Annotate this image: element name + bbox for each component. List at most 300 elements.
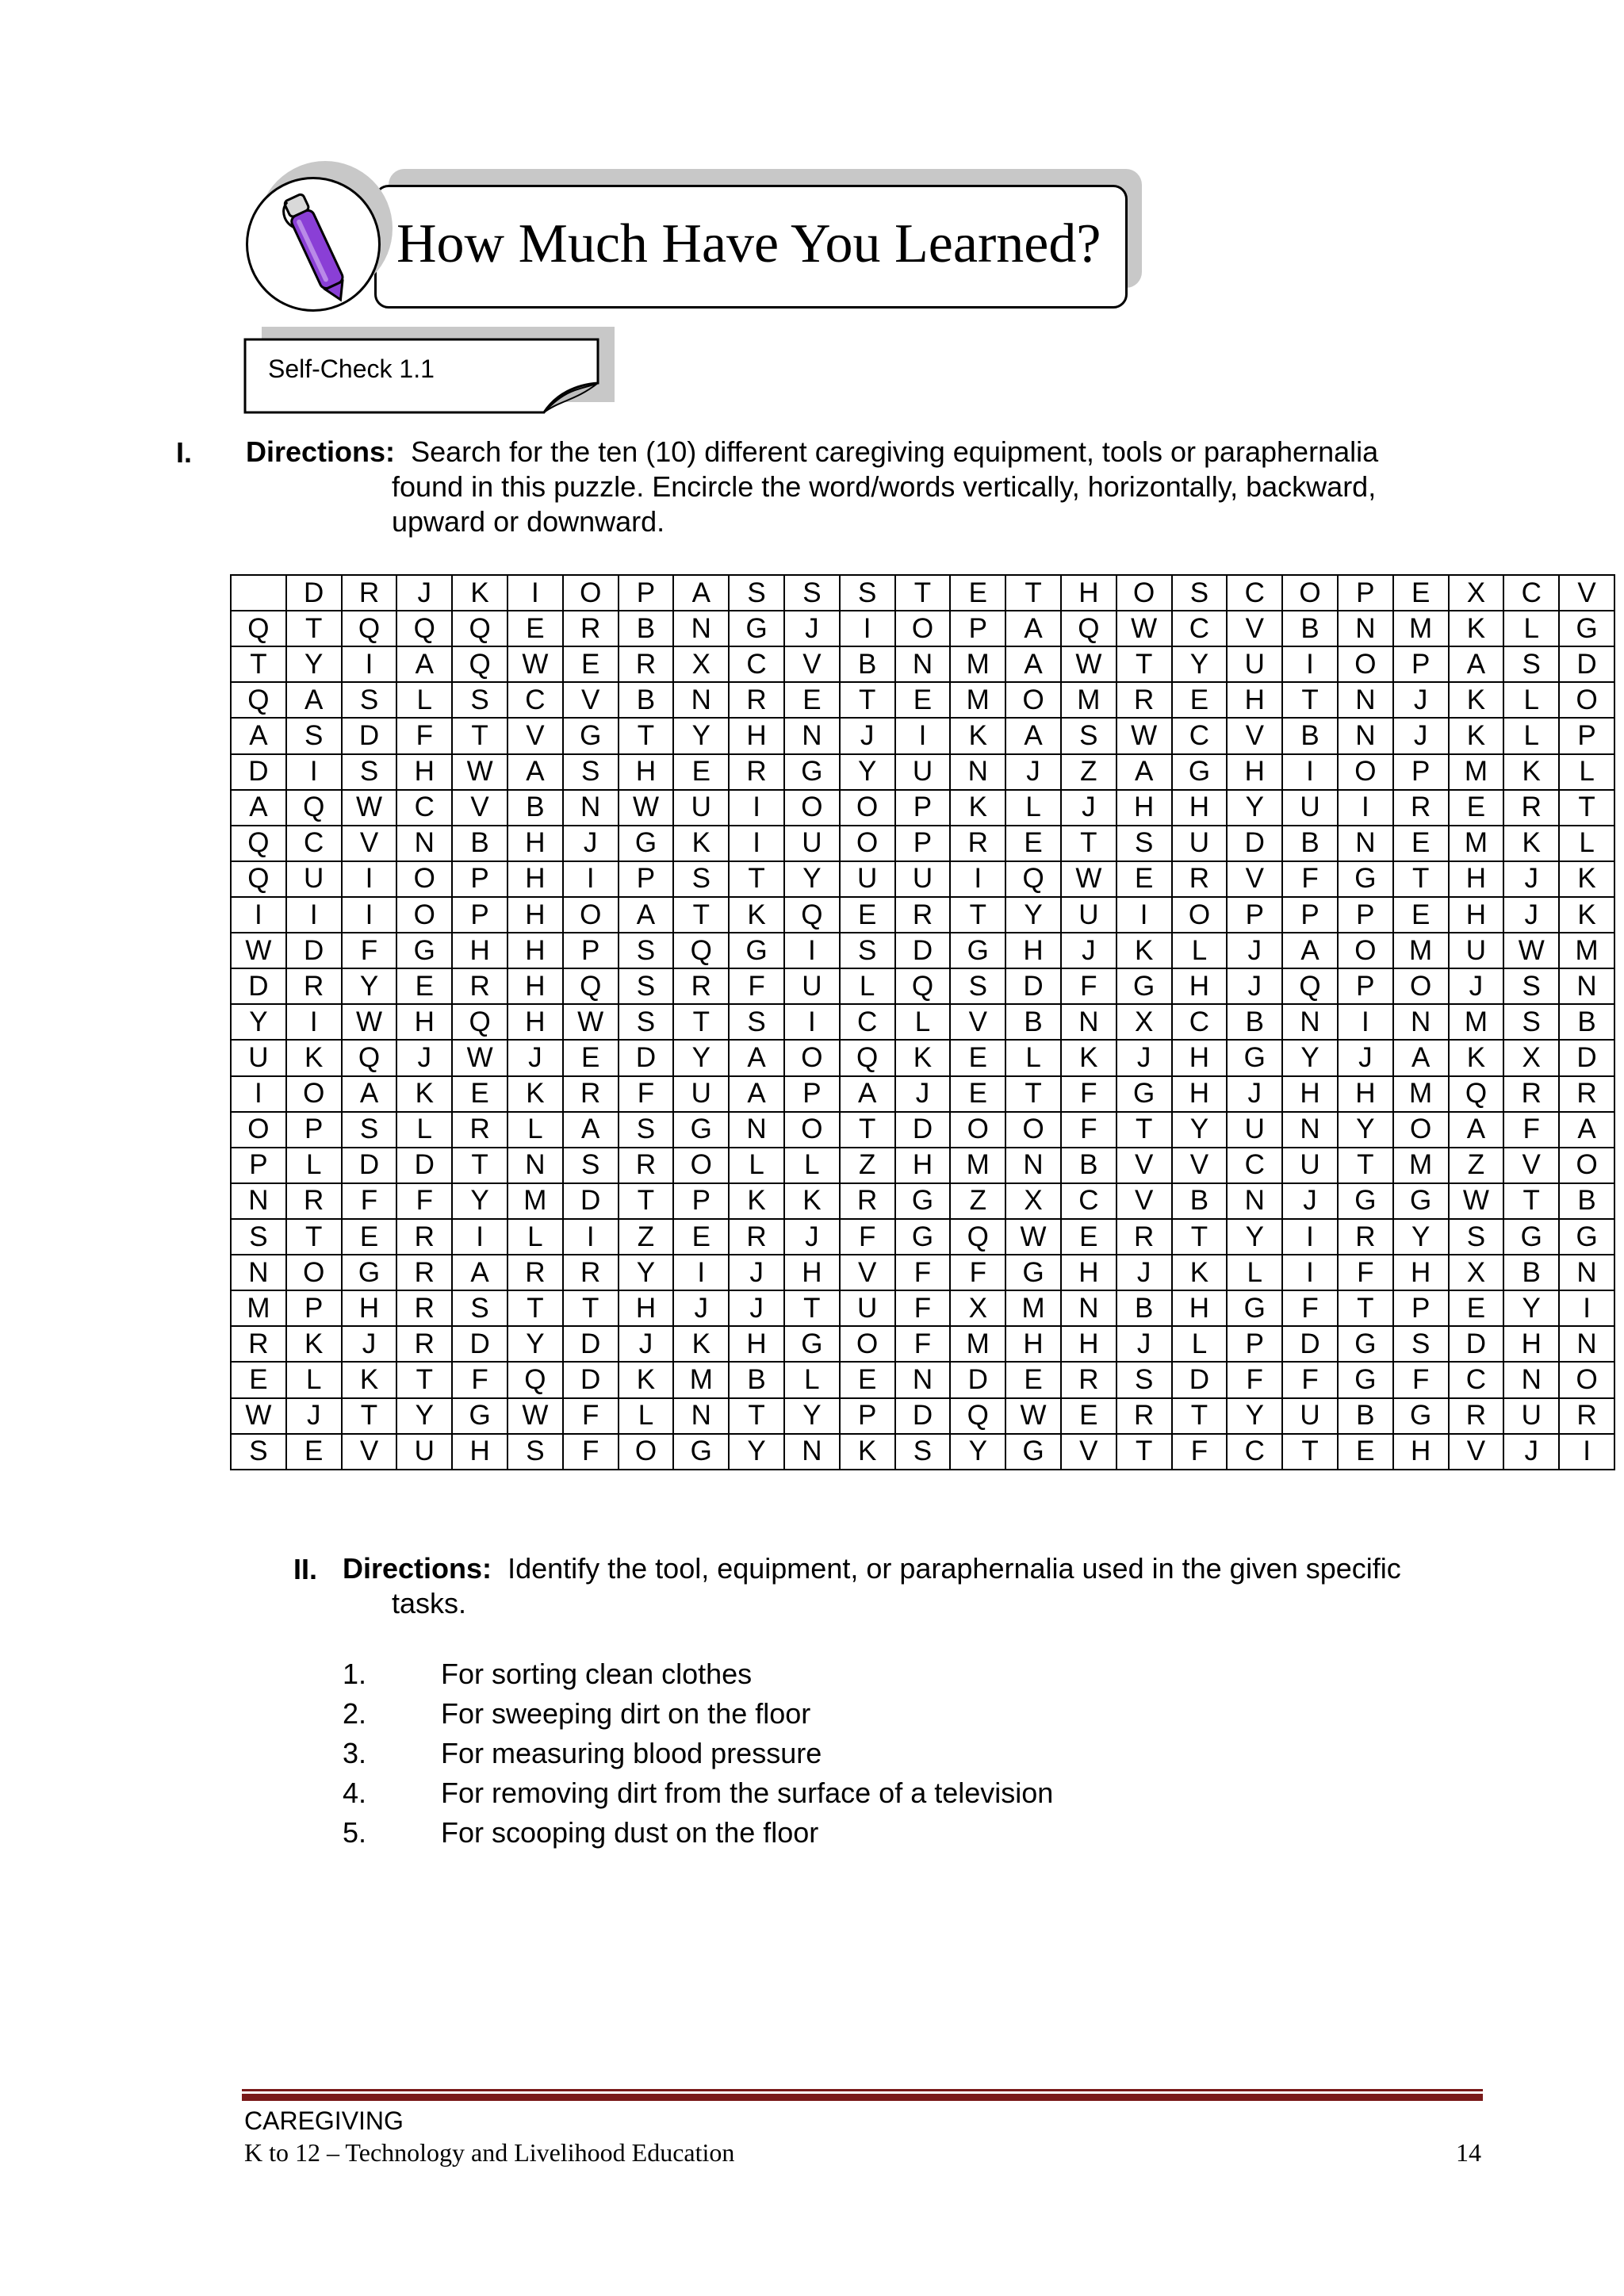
grid-cell: I (1338, 790, 1393, 826)
part-one-directions-label: Directions: (246, 435, 396, 468)
grid-cell: X (1005, 1183, 1061, 1219)
grid-cell: S (342, 1112, 397, 1148)
grid-cell: P (840, 1398, 895, 1434)
grid-cell: S (729, 1004, 784, 1040)
grid-cell: G (1005, 1255, 1061, 1290)
grid-cell: Q (1449, 1076, 1504, 1112)
grid-cell: E (563, 1040, 619, 1075)
grid-cell: I (784, 933, 840, 968)
grid-cell: J (1503, 897, 1559, 933)
grid-cell: X (950, 1290, 1005, 1326)
grid-cell: L (508, 1112, 563, 1148)
grid-cell: H (1061, 1326, 1116, 1362)
grid-cell: S (673, 861, 729, 897)
grid-cell: H (508, 897, 563, 933)
grid-cell: B (1503, 1255, 1559, 1290)
grid-cell: I (1559, 1290, 1614, 1326)
grid-cell: Q (673, 933, 729, 968)
grid-cell: H (508, 933, 563, 968)
grid-cell: R (1116, 682, 1172, 718)
grid-cell: C (508, 682, 563, 718)
grid-cell: B (1005, 1004, 1061, 1040)
grid-cell: O (784, 1112, 840, 1148)
grid-cell: R (1061, 1362, 1116, 1397)
grid-cell: S (1393, 1326, 1449, 1362)
grid-cell: Q (231, 826, 286, 861)
grid-cell: P (1282, 897, 1338, 933)
grid-cell: E (1005, 826, 1061, 861)
grid-cell: Q (895, 968, 951, 1004)
grid-cell: H (1449, 897, 1504, 933)
grid-cell: S (950, 968, 1005, 1004)
part-two-directions-line-2: tasks. (392, 1587, 467, 1619)
grid-cell: R (1393, 790, 1449, 826)
grid-cell: R (396, 1326, 452, 1362)
grid-cell: F (396, 718, 452, 753)
grid-cell: A (619, 897, 674, 933)
grid-cell: P (619, 861, 674, 897)
grid-cell: Q (1005, 861, 1061, 897)
pen-icon (274, 182, 361, 309)
grid-cell: N (1393, 1004, 1449, 1040)
grid-row (231, 1112, 1614, 1148)
grid-cell: U (673, 790, 729, 826)
grid-cell: H (1172, 1290, 1228, 1326)
grid-cell: K (396, 1076, 452, 1112)
grid-cell: E (1116, 861, 1172, 897)
grid-cell: Y (619, 1255, 674, 1290)
grid-row (231, 790, 1614, 826)
grid-cell: B (508, 790, 563, 826)
grid-cell: F (1061, 1076, 1116, 1112)
grid-cell: I (231, 1076, 286, 1112)
grid-cell: L (396, 682, 452, 718)
grid-cell: P (1227, 897, 1282, 933)
grid-cell: D (342, 1148, 397, 1183)
grid-cell: H (619, 754, 674, 790)
grid-cell: O (286, 1255, 342, 1290)
grid-cell: B (1559, 1183, 1614, 1219)
grid-cell: T (619, 718, 674, 753)
grid-row (231, 861, 1614, 897)
grid-cell: T (231, 646, 286, 682)
grid-cell: S (840, 575, 895, 611)
grid-cell: U (1227, 646, 1282, 682)
grid-cell: W (508, 646, 563, 682)
grid-cell: R (396, 1219, 452, 1255)
grid-cell: W (1503, 933, 1559, 968)
grid-cell: G (1116, 968, 1172, 1004)
grid-cell: K (1449, 718, 1504, 753)
grid-cell: R (563, 1255, 619, 1290)
grid-cell: K (1061, 1040, 1116, 1075)
grid-cell: O (231, 1112, 286, 1148)
grid-cell: O (840, 1326, 895, 1362)
grid-cell: A (452, 1255, 508, 1290)
grid-cell: W (231, 1398, 286, 1434)
grid-cell (231, 575, 286, 611)
grid-cell: J (396, 1040, 452, 1075)
grid-cell: T (1338, 1148, 1393, 1183)
grid-cell: R (895, 897, 951, 933)
grid-cell: Q (950, 1219, 1005, 1255)
grid-row (231, 611, 1614, 646)
grid-cell: H (508, 826, 563, 861)
grid-cell: S (231, 1219, 286, 1255)
grid-cell: L (840, 968, 895, 1004)
task-text: For measuring blood pressure (441, 1737, 822, 1769)
grid-cell: T (508, 1290, 563, 1326)
grid-cell: H (396, 1004, 452, 1040)
grid-row (231, 1076, 1614, 1112)
grid-row (231, 1183, 1614, 1219)
grid-cell: O (840, 790, 895, 826)
grid-cell: L (1503, 718, 1559, 753)
grid-cell: E (1449, 1290, 1504, 1326)
grid-cell: P (895, 826, 951, 861)
grid-cell: C (1172, 1004, 1228, 1040)
grid-cell: H (452, 933, 508, 968)
grid-cell: L (784, 1362, 840, 1397)
grid-cell: P (286, 1290, 342, 1326)
grid-cell: R (1559, 1076, 1614, 1112)
grid-cell: J (508, 1040, 563, 1075)
grid-cell: S (452, 1290, 508, 1326)
grid-cell: A (1005, 646, 1061, 682)
grid-cell: Q (452, 646, 508, 682)
grid-cell: E (1393, 575, 1449, 611)
grid-cell: T (673, 1004, 729, 1040)
grid-cell: G (784, 754, 840, 790)
grid-cell: L (1005, 790, 1061, 826)
grid-cell: N (1338, 611, 1393, 646)
grid-cell: D (619, 1040, 674, 1075)
grid-cell: M (1559, 933, 1614, 968)
grid-cell: I (452, 1219, 508, 1255)
grid-cell: D (563, 1183, 619, 1219)
grid-cell: J (1282, 1183, 1338, 1219)
part-one-directions-line-2: found in this puzzle. Encircle the word/words vertically, horizontally, backward, (392, 470, 1377, 503)
grid-cell: L (508, 1219, 563, 1255)
grid-cell: O (1116, 575, 1172, 611)
grid-cell: T (1282, 1434, 1338, 1470)
grid-cell: Y (396, 1398, 452, 1434)
grid-cell: K (342, 1362, 397, 1397)
grid-row (231, 1362, 1614, 1397)
grid-cell: S (895, 1434, 951, 1470)
grid-cell: R (950, 826, 1005, 861)
grid-cell: N (950, 754, 1005, 790)
grid-cell: W (452, 1040, 508, 1075)
grid-cell: G (1338, 1326, 1393, 1362)
grid-cell: T (286, 611, 342, 646)
grid-cell: M (950, 682, 1005, 718)
grid-cell: G (1559, 1219, 1614, 1255)
grid-cell: G (1393, 1183, 1449, 1219)
grid-cell: T (396, 1362, 452, 1397)
grid-cell: I (563, 861, 619, 897)
grid-cell: S (840, 933, 895, 968)
grid-cell: D (1449, 1326, 1504, 1362)
grid-cell: G (1393, 1398, 1449, 1434)
grid-cell: R (729, 682, 784, 718)
grid-cell: D (895, 1398, 951, 1434)
grid-cell: K (1449, 611, 1504, 646)
grid-cell: G (452, 1398, 508, 1434)
grid-cell: J (1061, 790, 1116, 826)
grid-cell: S (231, 1434, 286, 1470)
grid-cell: S (286, 718, 342, 753)
page-title: How Much Have You Learned? (396, 213, 1101, 274)
grid-cell: A (1393, 1040, 1449, 1075)
grid-cell: B (840, 646, 895, 682)
grid-cell: K (1559, 897, 1614, 933)
grid-cell: F (1282, 1290, 1338, 1326)
grid-cell: O (396, 897, 452, 933)
grid-cell: V (508, 718, 563, 753)
grid-cell: I (286, 754, 342, 790)
grid-cell: L (1172, 933, 1228, 968)
grid-cell: E (231, 1362, 286, 1397)
grid-cell: L (286, 1148, 342, 1183)
grid-cell: L (1503, 611, 1559, 646)
grid-cell: U (286, 861, 342, 897)
grid-cell: H (1172, 1076, 1228, 1112)
grid-cell: V (342, 1434, 397, 1470)
grid-cell: N (1338, 718, 1393, 753)
grid-cell: S (1449, 1219, 1504, 1255)
footer-program: K to 12 – Technology and Livelihood Education (244, 2138, 735, 2167)
grid-cell: F (342, 1183, 397, 1219)
grid-cell: Y (1227, 1398, 1282, 1434)
grid-cell: G (1338, 1183, 1393, 1219)
grid-cell: K (1449, 682, 1504, 718)
grid-cell: P (950, 611, 1005, 646)
grid-cell: G (563, 718, 619, 753)
grid-cell: R (1116, 1398, 1172, 1434)
grid-cell: K (1116, 933, 1172, 968)
grid-cell: Q (286, 790, 342, 826)
grid-cell: A (673, 575, 729, 611)
grid-cell: O (1559, 1148, 1614, 1183)
grid-cell: L (784, 1148, 840, 1183)
grid-row (231, 1434, 1614, 1470)
grid-cell: R (1449, 1398, 1504, 1434)
grid-cell: K (286, 1326, 342, 1362)
grid-cell: A (1005, 718, 1061, 753)
grid-cell: R (508, 1255, 563, 1290)
grid-cell: E (1338, 1434, 1393, 1470)
grid-cell: M (1393, 1148, 1449, 1183)
grid-cell: U (1503, 1398, 1559, 1434)
grid-cell: B (1172, 1183, 1228, 1219)
task-text: For sorting clean clothes (441, 1658, 753, 1690)
grid-cell: N (729, 1112, 784, 1148)
grid-cell: V (784, 646, 840, 682)
grid-cell: F (1393, 1362, 1449, 1397)
grid-row (231, 1219, 1614, 1255)
grid-cell: F (1172, 1434, 1228, 1470)
grid-cell: M (231, 1290, 286, 1326)
grid-cell: X (1116, 1004, 1172, 1040)
grid-cell: J (1116, 1326, 1172, 1362)
grid-cell: E (342, 1219, 397, 1255)
grid-cell: T (673, 897, 729, 933)
grid-cell: Q (840, 1040, 895, 1075)
grid-cell: T (1282, 682, 1338, 718)
grid-cell: E (396, 968, 452, 1004)
grid-cell: U (1172, 826, 1228, 861)
grid-cell: I (342, 646, 397, 682)
grid-cell: H (1172, 1040, 1228, 1075)
grid-cell: P (231, 1148, 286, 1183)
grid-cell: W (452, 754, 508, 790)
grid-cell: H (1116, 790, 1172, 826)
grid-row (231, 1255, 1614, 1290)
grid-cell: H (784, 1255, 840, 1290)
grid-row (231, 646, 1614, 682)
grid-cell: C (729, 646, 784, 682)
grid-cell: A (1559, 1112, 1614, 1148)
grid-cell: R (563, 611, 619, 646)
grid-cell: V (342, 826, 397, 861)
grid-cell: E (784, 682, 840, 718)
grid-cell: S (619, 1112, 674, 1148)
grid-cell: H (1449, 861, 1504, 897)
grid-cell: W (1061, 646, 1116, 682)
grid-cell: G (1503, 1219, 1559, 1255)
task-number: 1. (343, 1658, 367, 1690)
grid-cell: W (1005, 1398, 1061, 1434)
grid-cell: N (1227, 1183, 1282, 1219)
task-text: For removing dirt from the surface of a television (441, 1777, 1054, 1809)
grid-cell: V (1116, 1183, 1172, 1219)
grid-cell: J (1227, 968, 1282, 1004)
grid-cell: L (1227, 1255, 1282, 1290)
part-two-directions-label: Directions: (343, 1552, 492, 1585)
grid-cell: G (1005, 1434, 1061, 1470)
grid-cell: F (895, 1290, 951, 1326)
grid-cell: W (231, 933, 286, 968)
grid-cell: T (286, 1219, 342, 1255)
grid-cell: K (729, 897, 784, 933)
grid-cell: Q (342, 1040, 397, 1075)
grid-cell: U (396, 1434, 452, 1470)
grid-cell: I (1338, 1004, 1393, 1040)
grid-cell: V (1227, 611, 1282, 646)
grid-row (231, 933, 1614, 968)
grid-cell: I (729, 826, 784, 861)
grid-cell: S (1503, 968, 1559, 1004)
grid-cell: D (1172, 1362, 1228, 1397)
grid-cell: U (1282, 1398, 1338, 1434)
grid-cell: W (1061, 861, 1116, 897)
grid-cell: T (1503, 1183, 1559, 1219)
grid-cell: T (1172, 1219, 1228, 1255)
grid-cell: U (673, 1076, 729, 1112)
grid-cell: N (1559, 968, 1614, 1004)
grid-cell: Y (1227, 790, 1282, 826)
grid-cell: M (1393, 933, 1449, 968)
grid-cell: F (1282, 861, 1338, 897)
grid-cell: L (396, 1112, 452, 1148)
part-two-directions-line-1 (343, 1551, 1401, 1586)
grid-cell: J (1061, 933, 1116, 968)
grid-cell: Z (1061, 754, 1116, 790)
grid-cell: R (729, 1219, 784, 1255)
grid-cell: T (1338, 1290, 1393, 1326)
grid-cell: T (563, 1290, 619, 1326)
grid-cell: R (563, 1076, 619, 1112)
grid-cell: T (895, 575, 951, 611)
grid-cell: C (1227, 1434, 1282, 1470)
grid-cell: T (784, 1290, 840, 1326)
grid-cell: U (840, 861, 895, 897)
grid-cell: N (895, 1362, 951, 1397)
grid-cell: J (1227, 933, 1282, 968)
grid-cell: U (840, 1290, 895, 1326)
grid-cell: X (1449, 1255, 1504, 1290)
grid-cell: P (286, 1112, 342, 1148)
grid-cell: O (1559, 682, 1614, 718)
grid-cell: P (1393, 1290, 1449, 1326)
grid-cell: B (1116, 1290, 1172, 1326)
grid-cell: D (342, 718, 397, 753)
grid-cell: C (840, 1004, 895, 1040)
grid-cell: B (1061, 1148, 1116, 1183)
grid-cell: K (784, 1183, 840, 1219)
grid-cell: F (895, 1326, 951, 1362)
grid-cell: H (1061, 1255, 1116, 1290)
grid-cell: Q (342, 611, 397, 646)
grid-row (231, 826, 1614, 861)
part-one-directions-line-1 (246, 435, 1378, 470)
grid-cell: H (1227, 682, 1282, 718)
grid-cell: S (563, 754, 619, 790)
grid-cell: P (1559, 718, 1614, 753)
grid-cell: L (1559, 826, 1614, 861)
grid-cell: G (1227, 1040, 1282, 1075)
grid-cell: I (729, 790, 784, 826)
grid-cell: S (1172, 575, 1228, 611)
grid-cell: M (1449, 826, 1504, 861)
grid-cell: P (673, 1183, 729, 1219)
grid-cell: N (1005, 1148, 1061, 1183)
grid-cell: J (729, 1255, 784, 1290)
grid-cell: J (1227, 1076, 1282, 1112)
grid-cell: S (619, 933, 674, 968)
grid-cell: L (1005, 1040, 1061, 1075)
part-one-directions-line-3: upward or downward. (392, 505, 665, 538)
grid-cell: M (950, 1326, 1005, 1362)
grid-cell: W (1005, 1219, 1061, 1255)
grid-cell: R (1503, 790, 1559, 826)
grid-cell: Q (784, 897, 840, 933)
grid-cell: Y (673, 718, 729, 753)
grid-cell: D (1005, 968, 1061, 1004)
grid-cell: D (563, 1362, 619, 1397)
grid-cell: Y (1172, 1112, 1228, 1148)
grid-cell: P (1338, 575, 1393, 611)
grid-cell: T (1116, 1434, 1172, 1470)
grid-cell: A (508, 754, 563, 790)
grid-cell: Q (231, 861, 286, 897)
grid-cell: Z (950, 1183, 1005, 1219)
grid-cell: W (619, 790, 674, 826)
grid-cell: B (452, 826, 508, 861)
grid-cell: H (1338, 1076, 1393, 1112)
grid-cell: G (729, 611, 784, 646)
